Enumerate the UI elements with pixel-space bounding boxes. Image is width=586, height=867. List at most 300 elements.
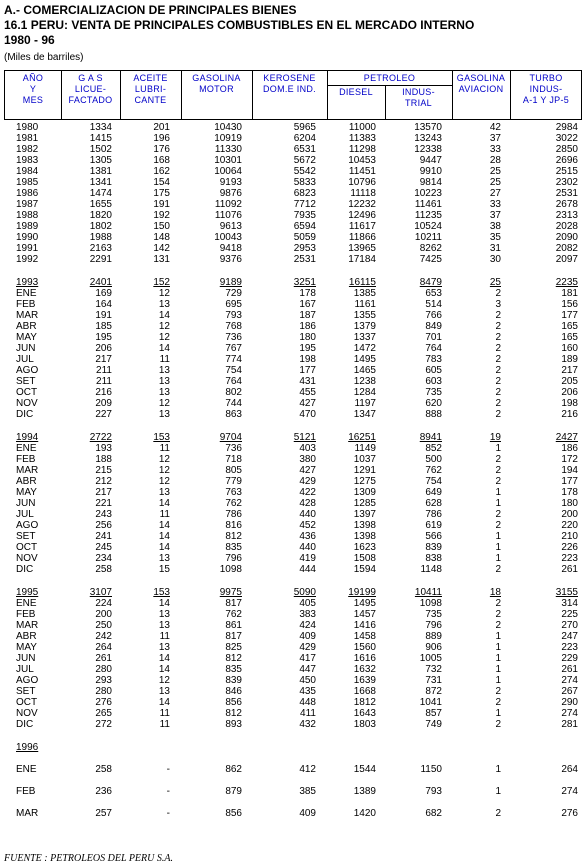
period-title: 1980 - 96 bbox=[4, 33, 55, 47]
cell-value: 13570 bbox=[414, 122, 442, 133]
cell-value: 2 bbox=[495, 686, 501, 697]
cell-value: 653 bbox=[425, 288, 442, 299]
cell-value: 172 bbox=[561, 454, 578, 465]
cell-value: - bbox=[166, 764, 170, 775]
cell-value: 35 bbox=[489, 232, 501, 243]
month-row bbox=[4, 498, 582, 509]
cell-value: 12338 bbox=[414, 144, 442, 155]
cell-value: 444 bbox=[299, 564, 316, 575]
cell-value: 186 bbox=[561, 443, 578, 454]
cell-value: 731 bbox=[425, 675, 442, 686]
cell-value: 2 bbox=[495, 609, 501, 620]
row-label: FEB bbox=[16, 609, 36, 620]
cell-value: 839 bbox=[425, 542, 442, 553]
cell-value: 11451 bbox=[348, 166, 376, 177]
row-label: ENE bbox=[16, 764, 37, 775]
cell-value: 30 bbox=[489, 254, 501, 265]
cell-value: 450 bbox=[299, 675, 316, 686]
cell-value: 223 bbox=[561, 553, 578, 564]
cell-value: 247 bbox=[561, 631, 578, 642]
col-gasolina-motor-header: GASOLINA MOTOR bbox=[192, 73, 241, 94]
cell-value: 14 bbox=[158, 598, 170, 609]
annual-row bbox=[4, 221, 582, 232]
annual-row bbox=[4, 232, 582, 243]
cell-value: 264 bbox=[561, 764, 578, 775]
cell-value: 1 bbox=[495, 498, 501, 509]
cell-value: 223 bbox=[561, 642, 578, 653]
annual-row bbox=[4, 122, 582, 133]
cell-value: 763 bbox=[225, 487, 242, 498]
cell-value: 10796 bbox=[348, 177, 376, 188]
cell-value: 13 bbox=[158, 642, 170, 653]
month-row bbox=[4, 598, 582, 609]
month-row bbox=[4, 310, 582, 321]
cell-value: 736 bbox=[225, 332, 242, 343]
cell-value: 217 bbox=[95, 487, 112, 498]
cell-value: 13 bbox=[158, 686, 170, 697]
cell-value: 628 bbox=[425, 498, 442, 509]
cell-value: 2 bbox=[495, 288, 501, 299]
cell-value: 9447 bbox=[419, 155, 442, 166]
row-label: AGO bbox=[16, 520, 39, 531]
cell-value: 1420 bbox=[353, 808, 376, 819]
cell-value: 3155 bbox=[555, 587, 578, 598]
cell-value: 162 bbox=[153, 166, 170, 177]
month-row bbox=[4, 443, 582, 454]
cell-value: 209 bbox=[95, 398, 112, 409]
month-row bbox=[4, 509, 582, 520]
cell-value: 889 bbox=[425, 631, 442, 642]
cell-value: 429 bbox=[299, 476, 316, 487]
cell-value: 409 bbox=[299, 631, 316, 642]
row-label: ABR bbox=[16, 321, 37, 332]
cell-value: 796 bbox=[225, 553, 242, 564]
cell-value: 2 bbox=[495, 354, 501, 365]
row-label: ENE bbox=[16, 443, 37, 454]
cell-value: 9910 bbox=[419, 166, 442, 177]
month-row bbox=[4, 387, 582, 398]
cell-value: 13 bbox=[158, 609, 170, 620]
month-row bbox=[4, 409, 582, 420]
cell-value: 620 bbox=[425, 398, 442, 409]
cell-value: 2 bbox=[495, 376, 501, 387]
cell-value: 816 bbox=[225, 520, 242, 531]
cell-value: 177 bbox=[561, 476, 578, 487]
cell-value: 500 bbox=[425, 454, 442, 465]
cell-value: 280 bbox=[95, 664, 112, 675]
month-row bbox=[4, 808, 582, 819]
row-label: 1992 bbox=[16, 254, 39, 265]
row-label: MAR bbox=[16, 808, 39, 819]
cell-value: 37 bbox=[489, 133, 501, 144]
cell-value: 1275 bbox=[353, 476, 376, 487]
cell-value: 2 bbox=[495, 310, 501, 321]
table-header bbox=[4, 70, 582, 120]
cell-value: 153 bbox=[153, 587, 170, 598]
cell-value: 1098 bbox=[219, 564, 242, 575]
month-row bbox=[4, 642, 582, 653]
cell-value: 1398 bbox=[353, 531, 376, 542]
cell-value: 168 bbox=[153, 155, 170, 166]
row-label: SET bbox=[16, 531, 36, 542]
cell-value: 796 bbox=[425, 620, 442, 631]
row-label: JUL bbox=[16, 354, 34, 365]
cell-value: 431 bbox=[299, 376, 316, 387]
cell-value: 165 bbox=[561, 332, 578, 343]
cell-value: 2313 bbox=[555, 210, 578, 221]
month-row bbox=[4, 653, 582, 664]
cell-value: 812 bbox=[225, 708, 242, 719]
month-row bbox=[4, 321, 582, 332]
cell-value: 1389 bbox=[353, 786, 376, 797]
row-label: 1995 bbox=[16, 587, 39, 598]
cell-value: 12 bbox=[158, 321, 170, 332]
cell-value: 440 bbox=[299, 542, 316, 553]
cell-value: 422 bbox=[299, 487, 316, 498]
row-label: 1982 bbox=[16, 144, 39, 155]
month-row bbox=[4, 708, 582, 719]
cell-value: 2 bbox=[495, 509, 501, 520]
cell-value: 762 bbox=[425, 465, 442, 476]
row-label: NOV bbox=[16, 398, 38, 409]
cell-value: 856 bbox=[225, 808, 242, 819]
fuel-sales-table bbox=[4, 70, 582, 819]
cell-value: 236 bbox=[95, 786, 112, 797]
cell-value: 774 bbox=[225, 354, 242, 365]
cell-value: 12 bbox=[158, 332, 170, 343]
cell-value: - bbox=[166, 808, 170, 819]
cell-value: 290 bbox=[561, 697, 578, 708]
cell-value: 1385 bbox=[353, 288, 376, 299]
cell-value: 152 bbox=[153, 277, 170, 288]
row-label: JUN bbox=[16, 498, 36, 509]
month-row bbox=[4, 542, 582, 553]
cell-value: 177 bbox=[561, 310, 578, 321]
cell-value: 225 bbox=[561, 609, 578, 620]
cell-value: 194 bbox=[561, 465, 578, 476]
annual-row bbox=[4, 177, 582, 188]
cell-value: 12 bbox=[158, 476, 170, 487]
cell-value: 409 bbox=[299, 808, 316, 819]
cell-value: 1309 bbox=[353, 487, 376, 498]
cell-value: 276 bbox=[561, 808, 578, 819]
cell-value: 1472 bbox=[353, 343, 376, 354]
cell-value: 2 bbox=[495, 520, 501, 531]
cell-value: 786 bbox=[425, 509, 442, 520]
cell-value: 217 bbox=[561, 365, 578, 376]
cell-value: 186 bbox=[299, 321, 316, 332]
cell-value: 258 bbox=[95, 764, 112, 775]
cell-value: 13965 bbox=[348, 243, 376, 254]
cell-value: 178 bbox=[299, 288, 316, 299]
cell-value: 148 bbox=[153, 232, 170, 243]
cell-value: 2531 bbox=[293, 254, 316, 265]
cell-value: 193 bbox=[95, 443, 112, 454]
cell-value: 191 bbox=[95, 310, 112, 321]
cell-value: 735 bbox=[425, 387, 442, 398]
cell-value: - bbox=[166, 786, 170, 797]
cell-value: 14 bbox=[158, 664, 170, 675]
year-total-row bbox=[4, 277, 582, 288]
cell-value: 9418 bbox=[219, 243, 242, 254]
cell-value: 8479 bbox=[419, 277, 442, 288]
cell-value: 11461 bbox=[414, 199, 442, 210]
annual-row bbox=[4, 155, 582, 166]
cell-value: 1149 bbox=[354, 443, 376, 454]
cell-value: 793 bbox=[225, 310, 242, 321]
month-row bbox=[4, 531, 582, 542]
cell-value: 1379 bbox=[353, 321, 376, 332]
table-body bbox=[4, 122, 582, 819]
cell-value: 2 bbox=[495, 697, 501, 708]
cell-value: 783 bbox=[425, 354, 442, 365]
cell-value: 1 bbox=[495, 542, 501, 553]
cell-value: 447 bbox=[299, 664, 316, 675]
cell-value: 2 bbox=[495, 454, 501, 465]
cell-value: 261 bbox=[561, 564, 578, 575]
year-total-row bbox=[4, 587, 582, 598]
cell-value: 805 bbox=[225, 465, 242, 476]
cell-value: 861 bbox=[225, 620, 242, 631]
cell-value: 436 bbox=[299, 531, 316, 542]
cell-value: 195 bbox=[95, 332, 112, 343]
row-label: MAY bbox=[16, 642, 37, 653]
cell-value: 11 bbox=[159, 354, 170, 365]
cell-value: 250 bbox=[95, 620, 112, 631]
cell-value: 1 bbox=[495, 487, 501, 498]
row-label: AGO bbox=[16, 675, 39, 686]
cell-value: 2 bbox=[495, 409, 501, 420]
cell-value: 793 bbox=[425, 786, 442, 797]
cell-value: 1337 bbox=[353, 332, 376, 343]
row-label: JUN bbox=[16, 343, 36, 354]
cell-value: 1341 bbox=[89, 177, 112, 188]
month-row bbox=[4, 365, 582, 376]
cell-value: 1 bbox=[495, 675, 501, 686]
cell-value: 9193 bbox=[219, 177, 242, 188]
cell-value: 33 bbox=[489, 144, 501, 155]
cell-value: 7425 bbox=[419, 254, 442, 265]
cell-value: 764 bbox=[425, 343, 442, 354]
cell-value: 7712 bbox=[293, 199, 316, 210]
cell-value: 1041 bbox=[419, 697, 442, 708]
cell-value: 257 bbox=[95, 808, 112, 819]
cell-value: 180 bbox=[561, 498, 578, 509]
units-label: (Miles de barriles) bbox=[4, 52, 84, 63]
row-label: 1986 bbox=[16, 188, 39, 199]
cell-value: 274 bbox=[561, 708, 578, 719]
cell-value: 164 bbox=[95, 299, 112, 310]
cell-value: 455 bbox=[299, 387, 316, 398]
cell-value: 280 bbox=[95, 686, 112, 697]
cell-value: 1465 bbox=[353, 365, 376, 376]
cell-value: 10211 bbox=[414, 232, 442, 243]
month-row bbox=[4, 764, 582, 775]
cell-value: 383 bbox=[299, 609, 316, 620]
cell-value: 2515 bbox=[555, 166, 578, 177]
cell-value: 1098 bbox=[419, 598, 442, 609]
cell-value: 189 bbox=[561, 354, 578, 365]
cell-value: 169 bbox=[95, 288, 112, 299]
cell-value: 5090 bbox=[293, 587, 316, 598]
row-label: ABR bbox=[16, 631, 37, 642]
cell-value: 178 bbox=[561, 487, 578, 498]
cell-value: 5672 bbox=[293, 155, 316, 166]
cell-value: 195 bbox=[299, 343, 316, 354]
cell-value: 762 bbox=[225, 498, 242, 509]
cell-value: 1005 bbox=[419, 653, 442, 664]
cell-value: 25 bbox=[489, 277, 501, 288]
cell-value: 281 bbox=[561, 719, 578, 730]
cell-value: 754 bbox=[225, 365, 242, 376]
cell-value: 1508 bbox=[353, 553, 376, 564]
cell-value: 33 bbox=[489, 199, 501, 210]
month-row bbox=[4, 609, 582, 620]
annual-row bbox=[4, 243, 582, 254]
cell-value: 31 bbox=[489, 243, 501, 254]
cell-value: 405 bbox=[299, 598, 316, 609]
cell-value: 1037 bbox=[353, 454, 376, 465]
year-total-row bbox=[4, 432, 582, 443]
month-row bbox=[4, 520, 582, 531]
row-label: AGO bbox=[16, 365, 39, 376]
cell-value: 2722 bbox=[89, 432, 112, 443]
month-row bbox=[4, 786, 582, 797]
col-gasolina-aviacion-header: GASOLINA AVIACION bbox=[456, 73, 506, 94]
cell-value: 839 bbox=[225, 675, 242, 686]
cell-value: 276 bbox=[95, 697, 112, 708]
cell-value: 211 bbox=[96, 365, 112, 376]
cell-value: 718 bbox=[225, 454, 242, 465]
annual-row bbox=[4, 133, 582, 144]
cell-value: 695 bbox=[225, 299, 242, 310]
cell-value: 1 bbox=[495, 553, 501, 564]
cell-value: 2 bbox=[495, 398, 501, 409]
col-industrial-header: INDUS- TRIAL bbox=[402, 87, 435, 108]
cell-value: 314 bbox=[561, 598, 578, 609]
cell-value: 19 bbox=[489, 432, 501, 443]
cell-value: 185 bbox=[95, 321, 112, 332]
month-row bbox=[4, 553, 582, 564]
cell-value: 1632 bbox=[353, 664, 376, 675]
cell-value: 1398 bbox=[353, 520, 376, 531]
cell-value: 9376 bbox=[219, 254, 242, 265]
cell-value: 857 bbox=[425, 708, 442, 719]
cell-value: 11000 bbox=[348, 122, 376, 133]
cell-value: 180 bbox=[299, 332, 316, 343]
cell-value: 2678 bbox=[555, 199, 578, 210]
cell-value: 12496 bbox=[348, 210, 376, 221]
row-label: OCT bbox=[16, 697, 38, 708]
cell-value: 2850 bbox=[555, 144, 578, 155]
cell-value: 181 bbox=[561, 288, 578, 299]
cell-value: 216 bbox=[561, 409, 578, 420]
cell-value: 729 bbox=[225, 288, 242, 299]
cell-value: 12232 bbox=[348, 199, 376, 210]
cell-value: 13 bbox=[158, 299, 170, 310]
cell-value: 5542 bbox=[293, 166, 316, 177]
cell-value: 3 bbox=[495, 299, 501, 310]
row-label: ABR bbox=[16, 476, 37, 487]
row-label: SET bbox=[16, 686, 36, 697]
cell-value: 9613 bbox=[219, 221, 242, 232]
cell-value: 11118 bbox=[350, 188, 376, 199]
cell-value: 17184 bbox=[348, 254, 376, 265]
cell-value: 2531 bbox=[555, 188, 578, 199]
cell-value: 198 bbox=[299, 354, 316, 365]
cell-value: 2235 bbox=[555, 277, 578, 288]
month-row bbox=[4, 719, 582, 730]
cell-value: 176 bbox=[153, 144, 170, 155]
cell-value: 1474 bbox=[89, 188, 112, 199]
cell-value: 424 bbox=[299, 620, 316, 631]
cell-value: 2163 bbox=[89, 243, 112, 254]
row-label: JUL bbox=[16, 664, 34, 675]
cell-value: 701 bbox=[425, 332, 442, 343]
cell-value: 1238 bbox=[353, 376, 376, 387]
cell-value: 1148 bbox=[420, 564, 442, 575]
cell-value: 14 bbox=[158, 498, 170, 509]
cell-value: 274 bbox=[561, 675, 578, 686]
cell-value: 156 bbox=[561, 299, 578, 310]
cell-value: 1285 bbox=[353, 498, 376, 509]
cell-value: 2427 bbox=[555, 432, 578, 443]
cell-value: 1 bbox=[495, 786, 501, 797]
row-label: NOV bbox=[16, 708, 38, 719]
cell-value: 2 bbox=[495, 332, 501, 343]
cell-value: 11076 bbox=[214, 210, 242, 221]
cell-value: 732 bbox=[425, 664, 442, 675]
cell-value: 27 bbox=[489, 188, 501, 199]
cell-value: 835 bbox=[225, 664, 242, 675]
cell-value: 9975 bbox=[219, 587, 242, 598]
cell-value: 10301 bbox=[214, 155, 242, 166]
cell-value: 435 bbox=[299, 686, 316, 697]
section-title: A.- COMERCIALIZACION DE PRINCIPALES BIENES bbox=[4, 3, 297, 17]
cell-value: 766 bbox=[425, 310, 442, 321]
row-label: 1983 bbox=[16, 155, 39, 166]
cell-value: 153 bbox=[153, 432, 170, 443]
row-label: DIC bbox=[16, 409, 34, 420]
cell-value: 2 bbox=[495, 719, 501, 730]
cell-value: 14 bbox=[158, 697, 170, 708]
cell-value: 3251 bbox=[293, 277, 316, 288]
row-label: OCT bbox=[16, 542, 38, 553]
cell-value: 5833 bbox=[293, 177, 316, 188]
row-label: 1991 bbox=[16, 243, 39, 254]
cell-value: 13 bbox=[158, 487, 170, 498]
cell-value: 1305 bbox=[89, 155, 112, 166]
cell-value: 2 bbox=[495, 620, 501, 631]
cell-value: 12 bbox=[158, 675, 170, 686]
cell-value: 14 bbox=[158, 343, 170, 354]
cell-value: 10430 bbox=[214, 122, 242, 133]
row-label: NOV bbox=[16, 553, 38, 564]
cell-value: 2082 bbox=[555, 243, 578, 254]
cell-value: 16251 bbox=[348, 432, 376, 443]
cell-value: 2 bbox=[495, 387, 501, 398]
cell-value: 272 bbox=[95, 719, 112, 730]
cell-value: 2984 bbox=[555, 122, 578, 133]
cell-value: 11 bbox=[159, 708, 170, 719]
table-title: 16.1 PERU: VENTA DE PRINCIPALES COMBUSTIBLES EN EL MERCADO INTERNO bbox=[4, 18, 475, 32]
cell-value: 2 bbox=[495, 598, 501, 609]
cell-value: 762 bbox=[225, 609, 242, 620]
row-label: ENE bbox=[16, 598, 37, 609]
cell-value: 234 bbox=[95, 553, 112, 564]
cell-value: 216 bbox=[95, 387, 112, 398]
cell-value: 1355 bbox=[353, 310, 376, 321]
